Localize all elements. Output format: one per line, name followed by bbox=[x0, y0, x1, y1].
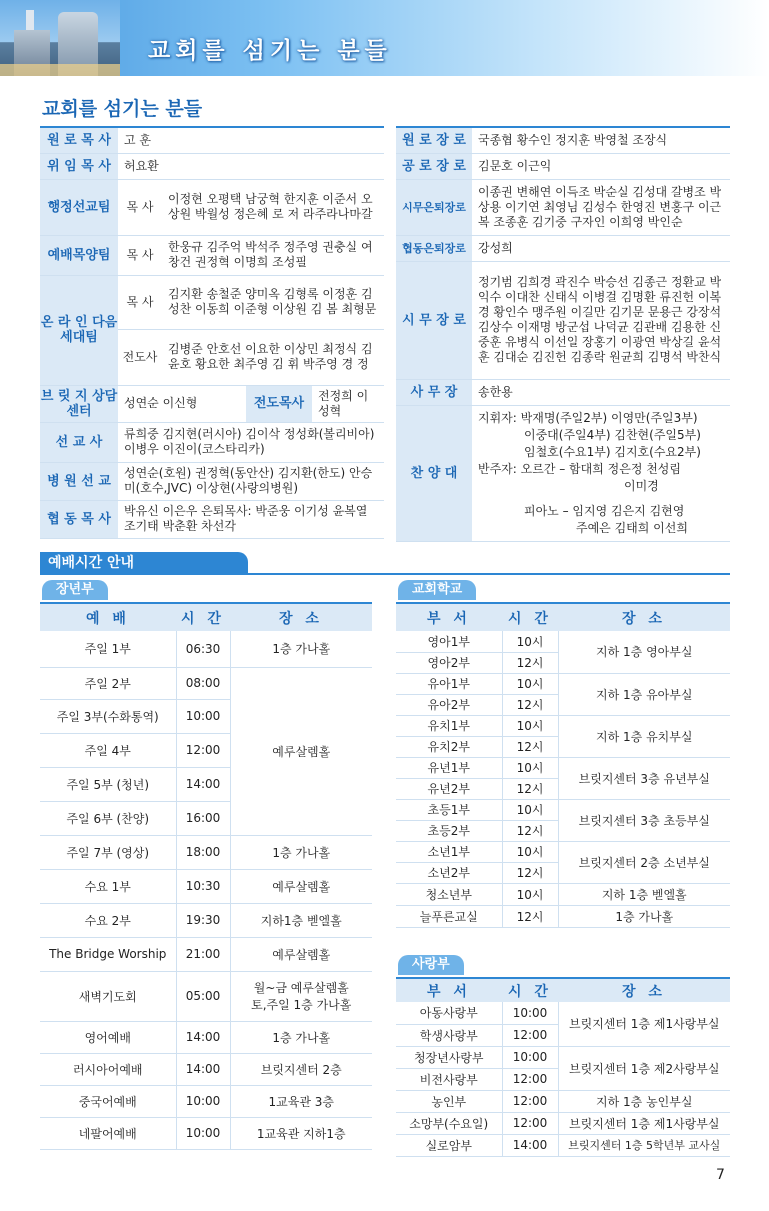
table-row bbox=[40, 500, 384, 538]
column-header: 시 간 bbox=[176, 603, 230, 631]
service-time: 12:00 bbox=[176, 733, 230, 767]
service-name: 러시아어예배 bbox=[40, 1053, 176, 1085]
dept-name: 유년2부 bbox=[396, 778, 502, 799]
table-row bbox=[40, 462, 384, 500]
service-time: 10:00 bbox=[176, 1117, 230, 1149]
table-row bbox=[396, 153, 730, 179]
row-value: 성연순 이신형 bbox=[124, 396, 198, 410]
row-value: 이정현 오평택 남궁혁 한지훈 이준서 오상원 박월성 정은혜 로 저 라주라나마갈 bbox=[162, 179, 384, 235]
table-row bbox=[40, 275, 384, 329]
table-row bbox=[396, 1112, 730, 1134]
dept-name: 소년1부 bbox=[396, 841, 502, 862]
column-header: 부 서 bbox=[396, 978, 502, 1002]
row-value: 김병준 안호선 이요한 이상민 최정식 김윤호 황요한 최주영 김 휘 박주영 경 정 bbox=[162, 329, 384, 385]
church-tower bbox=[26, 10, 34, 32]
service-place: 브릿지센터 2층 bbox=[230, 1053, 372, 1085]
row-value: 강성희 bbox=[472, 235, 730, 261]
table-row bbox=[40, 667, 372, 699]
choir-line: 임철호(수요1부) 김지호(수요2부) bbox=[524, 444, 701, 459]
service-name: 주일 5부 (청년) bbox=[40, 767, 176, 801]
service-place: 1층 가나홀 bbox=[230, 631, 372, 667]
dept-place: 지하 1층 농인부실 bbox=[558, 1090, 730, 1112]
dept-place: 지하 1층 벧엘홀 bbox=[558, 883, 730, 905]
row-label: 찬 양 대 bbox=[396, 405, 472, 541]
table-row bbox=[396, 715, 730, 736]
staff-table-right bbox=[396, 126, 730, 542]
row-label: 온 라 인 다음 세대팀 bbox=[40, 275, 118, 385]
table-row bbox=[40, 235, 384, 275]
row-value: 전정희 이성혁 bbox=[318, 388, 369, 418]
dept-name: 농인부 bbox=[396, 1090, 502, 1112]
dept-place: 지하 1층 영아부실 bbox=[558, 631, 730, 673]
row-role: 목 사 bbox=[118, 179, 162, 235]
row-value: 류희중 김지현(러시아) 김이삭 정성화(볼리비아) 이병우 이진이(코스타리카) bbox=[118, 422, 384, 462]
dept-name: 유치1부 bbox=[396, 715, 502, 736]
dept-time: 12시 bbox=[502, 905, 558, 927]
table-row bbox=[40, 1053, 372, 1085]
dept-place: 1층 가나홀 bbox=[558, 905, 730, 927]
service-name: 수요 1부 bbox=[40, 869, 176, 903]
service-name: 중국어예배 bbox=[40, 1085, 176, 1117]
dept-place: 브릿지센터 1층 제2사랑부실 bbox=[558, 1046, 730, 1090]
row-label: 공 로 장 로 bbox=[396, 153, 472, 179]
love-tab: 사랑부 bbox=[398, 955, 464, 975]
table-row bbox=[396, 261, 730, 379]
dept-name: 영아1부 bbox=[396, 631, 502, 652]
choir-line: 피아노 – 임지영 김은지 김현영 bbox=[524, 503, 685, 518]
service-place: 1층 가나홀 bbox=[230, 835, 372, 869]
table-row bbox=[396, 405, 730, 541]
table-row bbox=[40, 153, 384, 179]
table-row bbox=[396, 235, 730, 261]
dept-name: 소망부(수요일) bbox=[396, 1112, 502, 1134]
service-time: 19:30 bbox=[176, 903, 230, 937]
choir-line: 주예은 김태희 이선희 bbox=[576, 520, 688, 535]
table-row bbox=[40, 127, 384, 153]
service-place: 예루살렘홀 bbox=[230, 869, 372, 903]
dept-time: 12:00 bbox=[502, 1090, 558, 1112]
divider bbox=[40, 573, 730, 575]
row-value: 김문호 이근익 bbox=[472, 153, 730, 179]
service-place: 예루살렘홀 bbox=[230, 667, 372, 835]
dept-time: 10시 bbox=[502, 631, 558, 652]
school-table bbox=[396, 602, 730, 928]
row-value: 성연순(호원) 권정혁(동안산) 김지환(한도) 안승미(호수,JVC) 이상현(사랑의병원) bbox=[118, 462, 384, 500]
service-place: 1층 가나홀 bbox=[230, 1021, 372, 1053]
table-row bbox=[40, 937, 372, 971]
service-time: 14:00 bbox=[176, 1021, 230, 1053]
table-row bbox=[396, 757, 730, 778]
row-value: 허요환 bbox=[118, 153, 384, 179]
dept-time: 12:00 bbox=[502, 1112, 558, 1134]
dept-time: 12:00 bbox=[502, 1068, 558, 1090]
dept-name: 유아1부 bbox=[396, 673, 502, 694]
dept-time: 10시 bbox=[502, 757, 558, 778]
dept-name: 소년2부 bbox=[396, 862, 502, 883]
service-time: 08:00 bbox=[176, 667, 230, 699]
dept-time: 12시 bbox=[502, 736, 558, 757]
table-row bbox=[396, 127, 730, 153]
column-header: 부 서 bbox=[396, 603, 502, 631]
row-label: 브 릿 지 상담 센터 bbox=[40, 385, 118, 422]
service-place: 1교육관 지하1층 bbox=[230, 1117, 372, 1149]
row-label: 시무은퇴장로 bbox=[396, 179, 472, 235]
table-row bbox=[396, 179, 730, 235]
dept-name: 비전사랑부 bbox=[396, 1068, 502, 1090]
service-name: 네팔어예배 bbox=[40, 1117, 176, 1149]
choir-line: 반주자: 오르간 – 함대희 정은정 천성림 bbox=[478, 461, 681, 476]
service-time: 10:00 bbox=[176, 699, 230, 733]
service-name: 주일 2부 bbox=[40, 667, 176, 699]
row-role: 전도사 bbox=[118, 329, 162, 385]
row-value: 박유신 이은우 은퇴목사: 박준웅 이기성 윤복열 조기태 박춘환 차선각 bbox=[118, 500, 384, 538]
school-tab: 교회학교 bbox=[398, 580, 476, 600]
table-row bbox=[396, 841, 730, 862]
table-row bbox=[396, 799, 730, 820]
page-number: 7 bbox=[716, 1167, 725, 1183]
dept-name: 유치2부 bbox=[396, 736, 502, 757]
table-row bbox=[40, 631, 372, 667]
dept-name: 아동사랑부 bbox=[396, 1002, 502, 1024]
dept-name: 학생사랑부 bbox=[396, 1024, 502, 1046]
dept-time: 12시 bbox=[502, 862, 558, 883]
table-row bbox=[40, 903, 372, 937]
dept-place: 브릿지센터 1층 제1사랑부실 bbox=[558, 1002, 730, 1046]
dept-name: 초등2부 bbox=[396, 820, 502, 841]
dept-time: 12시 bbox=[502, 652, 558, 673]
column-header: 시 간 bbox=[502, 603, 558, 631]
table-header-row bbox=[396, 603, 730, 631]
row-value: 김지환 송철준 양미옥 김형록 이정훈 김성찬 이동희 이준형 이상원 김 봄 최형문 bbox=[162, 275, 384, 329]
row-label: 시 무 장 로 bbox=[396, 261, 472, 379]
service-place-line: 토,주일 1층 가나홀 bbox=[251, 998, 352, 1012]
table-row bbox=[396, 1046, 730, 1068]
dept-name: 유아2부 bbox=[396, 694, 502, 715]
table-row bbox=[40, 385, 384, 422]
church-building-image bbox=[0, 0, 120, 76]
row-label: 선 교 사 bbox=[40, 422, 118, 462]
dept-name: 늘푸른교실 bbox=[396, 905, 502, 927]
dept-name: 영아2부 bbox=[396, 652, 502, 673]
service-time: 05:00 bbox=[176, 971, 230, 1021]
service-place: 지하1층 벧엘홀 bbox=[230, 903, 372, 937]
dept-place: 지하 1층 유아부실 bbox=[558, 673, 730, 715]
row-label: 전도목사 bbox=[246, 386, 312, 422]
table-header-row bbox=[396, 978, 730, 1002]
table-row bbox=[40, 1117, 372, 1149]
choir-list bbox=[472, 405, 730, 541]
service-time: 21:00 bbox=[176, 937, 230, 971]
dept-name: 청장년사랑부 bbox=[396, 1046, 502, 1068]
table-header-row bbox=[40, 603, 372, 631]
ground-glow bbox=[0, 64, 120, 76]
banner-title: 교회를 섬기는 분들 bbox=[148, 38, 392, 64]
dept-name: 초등1부 bbox=[396, 799, 502, 820]
dept-place: 브릿지센터 1층 5학년부 교사실 bbox=[558, 1134, 730, 1156]
dept-name: 청소년부 bbox=[396, 883, 502, 905]
service-place: 예루살렘홀 bbox=[230, 937, 372, 971]
service-time: 14:00 bbox=[176, 1053, 230, 1085]
service-place-line: 월~금 예루살렘홀 bbox=[253, 981, 349, 995]
dept-time: 10:00 bbox=[502, 1046, 558, 1068]
table-row bbox=[40, 1085, 372, 1117]
dept-place: 브릿지센터 2층 소년부실 bbox=[558, 841, 730, 883]
service-name: 주일 4부 bbox=[40, 733, 176, 767]
service-name: 주일 7부 (영상) bbox=[40, 835, 176, 869]
table-row bbox=[40, 869, 372, 903]
row-value: 한웅규 김주억 박석주 정주영 권충실 여창건 권정혁 이명희 조성필 bbox=[162, 235, 384, 275]
column-header: 장 소 bbox=[230, 603, 372, 631]
worship-section-header: 예배시간 안내 bbox=[40, 552, 248, 574]
service-name: 영어예배 bbox=[40, 1021, 176, 1053]
table-row bbox=[396, 905, 730, 927]
dept-time: 12:00 bbox=[502, 1024, 558, 1046]
dept-time: 12시 bbox=[502, 820, 558, 841]
service-time: 06:30 bbox=[176, 631, 230, 667]
table-row bbox=[40, 971, 372, 1021]
dept-time: 12시 bbox=[502, 694, 558, 715]
dept-name: 유년1부 bbox=[396, 757, 502, 778]
dept-time: 10시 bbox=[502, 841, 558, 862]
service-time: 18:00 bbox=[176, 835, 230, 869]
dept-place: 브릿지센터 3층 초등부실 bbox=[558, 799, 730, 841]
dept-name: 실로암부 bbox=[396, 1134, 502, 1156]
table-row bbox=[40, 1021, 372, 1053]
choir-line: 이미경 bbox=[624, 478, 659, 493]
row-value: 정기범 김희경 곽진수 박승선 김종근 정환교 박익수 이대찬 신태식 이병걸 김명환 류진헌 이복경 황인수 맹주원 이길만 김기문 문용근 강장석 김상수 이재명 방군섭 나덕균 김관배 김용한 신중훈 유병식 이선일 장홍기 이광연 박상길 윤석훈 김대순 김진헌 김종락 원균희 김명석 박찬식 bbox=[472, 261, 730, 379]
dept-time: 10:00 bbox=[502, 1002, 558, 1024]
dept-place: 지하 1층 유치부실 bbox=[558, 715, 730, 757]
column-header: 장 소 bbox=[558, 978, 730, 1002]
row-value: 송한용 bbox=[472, 379, 730, 405]
dept-place: 브릿지센터 1층 제1사랑부실 bbox=[558, 1112, 730, 1134]
dept-time: 10시 bbox=[502, 673, 558, 694]
staff-table-left bbox=[40, 126, 384, 539]
table-row bbox=[396, 631, 730, 652]
row-label: 위 임 목 사 bbox=[40, 153, 118, 179]
row-label: 원 로 목 사 bbox=[40, 127, 118, 153]
service-time: 14:00 bbox=[176, 767, 230, 801]
service-name: 새벽기도회 bbox=[40, 971, 176, 1021]
service-name: 주일 1부 bbox=[40, 631, 176, 667]
row-label: 예배목양팀 bbox=[40, 235, 118, 275]
service-place bbox=[230, 971, 372, 1021]
table-row bbox=[396, 379, 730, 405]
row-label: 협 동 목 사 bbox=[40, 500, 118, 538]
column-header: 예 배 bbox=[40, 603, 176, 631]
service-time: 16:00 bbox=[176, 801, 230, 835]
adult-tab: 장년부 bbox=[42, 580, 108, 600]
row-label: 사 무 장 bbox=[396, 379, 472, 405]
service-name: 주일 6부 (찬양) bbox=[40, 801, 176, 835]
table-row bbox=[40, 835, 372, 869]
dept-time: 10시 bbox=[502, 799, 558, 820]
row-value: 이종권 변해연 이득조 박순실 김성대 갈병조 박상용 이기연 최영님 김성수 한영진 변홍구 이근복 조종훈 김기중 구자인 이희영 박인순 bbox=[472, 179, 730, 235]
service-name: 수요 2부 bbox=[40, 903, 176, 937]
column-header: 시 간 bbox=[502, 978, 558, 1002]
dept-time: 10시 bbox=[502, 883, 558, 905]
table-row bbox=[40, 179, 384, 235]
row-role: 목 사 bbox=[118, 275, 162, 329]
table-row bbox=[40, 422, 384, 462]
section-title: 교회를 섬기는 분들 bbox=[42, 98, 203, 120]
row-value-split bbox=[118, 385, 384, 422]
choir-line: 지휘자: 박재명(주일2부) 이영만(주일3부) bbox=[478, 410, 698, 425]
dept-time: 14:00 bbox=[502, 1134, 558, 1156]
service-name: The Bridge Worship bbox=[40, 937, 176, 971]
row-value: 국종협 황수인 정지훈 박영철 조장식 bbox=[472, 127, 730, 153]
row-value: 고 훈 bbox=[118, 127, 384, 153]
dept-place: 브릿지센터 3층 유년부실 bbox=[558, 757, 730, 799]
row-role: 목 사 bbox=[118, 235, 162, 275]
table-row bbox=[396, 673, 730, 694]
table-row bbox=[396, 883, 730, 905]
header-banner bbox=[0, 0, 769, 76]
dept-time: 12시 bbox=[502, 778, 558, 799]
table-row bbox=[396, 1090, 730, 1112]
service-name: 주일 3부(수화통역) bbox=[40, 699, 176, 733]
row-label: 협동은퇴장로 bbox=[396, 235, 472, 261]
service-time: 10:00 bbox=[176, 1085, 230, 1117]
table-row bbox=[396, 1002, 730, 1024]
love-dept-table bbox=[396, 977, 730, 1157]
adult-worship-table bbox=[40, 602, 372, 1150]
row-label: 행정선교팀 bbox=[40, 179, 118, 235]
choir-line: 이중대(주일4부) 김찬현(주일5부) bbox=[524, 427, 701, 442]
dept-time: 10시 bbox=[502, 715, 558, 736]
column-header: 장 소 bbox=[558, 603, 730, 631]
row-label: 원 로 장 로 bbox=[396, 127, 472, 153]
row-label: 병 원 선 교 bbox=[40, 462, 118, 500]
table-row bbox=[396, 1134, 730, 1156]
service-place: 1교육관 3층 bbox=[230, 1085, 372, 1117]
service-time: 10:30 bbox=[176, 869, 230, 903]
